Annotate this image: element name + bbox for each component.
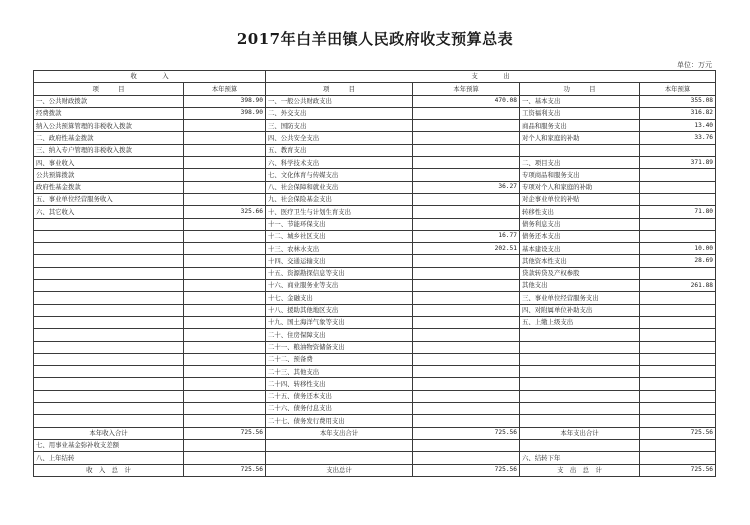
income-budget-cell: 398.90 — [184, 107, 266, 119]
income-budget-cell — [184, 243, 266, 255]
expense-func-item-cell: 三、国防支出 — [266, 120, 413, 132]
page-title: 2017年白羊田镇人民政府收支预算总表 — [236, 30, 514, 48]
expense-econ-item-cell — [520, 144, 640, 156]
expense-func-item-cell: 十五、资源勘探信息等支出 — [266, 267, 413, 279]
income-budget-cell: 398.90 — [184, 95, 266, 107]
expense-func-item-cell — [266, 439, 413, 451]
expense-func-budget-cell: 36.27 — [413, 181, 520, 193]
income-budget-cell — [184, 304, 266, 316]
expense-econ-item-cell — [520, 341, 640, 353]
expense-econ-budget-cell — [640, 316, 716, 328]
table-row — [34, 218, 716, 230]
income-item-cell — [34, 403, 184, 415]
expense-econ-budget-cell: 355.08 — [640, 95, 716, 107]
income-budget-cell — [184, 341, 266, 353]
income-budget-cell — [184, 230, 266, 242]
table-row — [34, 452, 716, 464]
expense-func-item-cell: 二十四、转移性支出 — [266, 378, 413, 390]
expense-func-item-cell — [266, 452, 413, 464]
expense-func-item-header: 项 目 — [266, 83, 413, 95]
expense-func-budget-cell — [413, 415, 520, 427]
expense-func-item-cell: 二十一、粮油物资储备支出 — [266, 341, 413, 353]
expense-func-item-cell: 二、外交支出 — [266, 107, 413, 119]
table-row — [34, 353, 716, 365]
expense-func-budget-cell — [413, 255, 520, 267]
income-item-cell — [34, 329, 184, 341]
header-row-columns — [34, 83, 716, 95]
expense-econ-item-cell: 工资福利支出 — [520, 107, 640, 119]
income-item-cell — [34, 353, 184, 365]
expense-econ-budget-cell — [640, 353, 716, 365]
budget-table — [33, 70, 716, 477]
expense-func-budget-cell: 202.51 — [413, 243, 520, 255]
expense-func-item-cell: 二十、住房保障支出 — [266, 329, 413, 341]
expense-func-item-cell: 九、社会保险基金支出 — [266, 193, 413, 205]
table-row — [34, 206, 716, 218]
expense-func-budget-cell — [413, 329, 520, 341]
income-budget-cell — [184, 267, 266, 279]
unit-label: 单位：万元 — [677, 61, 712, 69]
table-row — [34, 181, 716, 193]
expense-func-budget-cell — [413, 439, 520, 451]
income-budget-cell — [184, 255, 266, 267]
income-item-cell: 政府性基金拨款 — [34, 181, 184, 193]
expense-econ-budget-cell: 10.00 — [640, 243, 716, 255]
income-item-cell — [34, 390, 184, 402]
expense-econ-budget-cell: 28.69 — [640, 255, 716, 267]
expense-econ-item-cell — [520, 439, 640, 451]
income-item-cell — [34, 230, 184, 242]
expense-econ-budget-cell — [640, 218, 716, 230]
income-budget-cell — [184, 316, 266, 328]
income-item-cell: 六、其它收入 — [34, 206, 184, 218]
expense-econ-item-cell: 二、项目支出 — [520, 157, 640, 169]
table-row — [34, 366, 716, 378]
expense-econ-item-cell: 对企事业单位的补贴 — [520, 193, 640, 205]
table-row — [34, 464, 716, 476]
income-item-cell — [34, 316, 184, 328]
expense-econ-budget-cell — [640, 292, 716, 304]
expense-func-budget-cell — [413, 341, 520, 353]
expense-func-item-cell: 七、文化体育与传媒支出 — [266, 169, 413, 181]
expense-econ-item-cell — [520, 390, 640, 402]
table-row — [34, 193, 716, 205]
income-budget-cell: 325.66 — [184, 206, 266, 218]
income-budget-cell — [184, 132, 266, 144]
income-item-cell: 四、事业收入 — [34, 157, 184, 169]
expense-econ-item-cell: 三、事业单位经营服务支出 — [520, 292, 640, 304]
income-budget-cell — [184, 353, 266, 365]
expense-func-budget-header: 本年预算 — [413, 83, 520, 95]
expense-econ-budget-cell — [640, 169, 716, 181]
income-item-cell — [34, 292, 184, 304]
expense-econ-item-cell: 六、结转下年 — [520, 452, 640, 464]
expense-func-budget-cell — [413, 169, 520, 181]
expense-func-budget-cell — [413, 132, 520, 144]
expense-func-item-cell: 十九、国土海洋气象等支出 — [266, 316, 413, 328]
expense-func-item-cell: 十七、金融支出 — [266, 292, 413, 304]
table-row — [34, 390, 716, 402]
expense-econ-budget-cell: 725.56 — [640, 427, 716, 439]
expense-econ-item-cell: 转移性支出 — [520, 206, 640, 218]
expense-func-item-cell: 二十二、预备费 — [266, 353, 413, 365]
expense-econ-item-cell: 其他支出 — [520, 280, 640, 292]
expense-func-budget-cell — [413, 353, 520, 365]
expense-func-budget-cell: 470.08 — [413, 95, 520, 107]
expense-econ-budget-cell: 371.89 — [640, 157, 716, 169]
expense-func-item-cell: 八、社会保障和就业支出 — [266, 181, 413, 193]
expense-econ-budget-cell: 33.76 — [640, 132, 716, 144]
expense-econ-item-header: 功 目 — [520, 83, 640, 95]
income-item-cell: 二、政府性基金拨款 — [34, 132, 184, 144]
income-item-cell — [34, 304, 184, 316]
table-row — [34, 292, 716, 304]
expense-econ-budget-cell — [640, 193, 716, 205]
table-row — [34, 169, 716, 181]
table-row — [34, 157, 716, 169]
income-item-cell: 收 入 总 计 — [34, 464, 184, 476]
expense-func-item-cell: 十四、交通运输支出 — [266, 255, 413, 267]
income-item-cell: 三、纳入专户管理的非税收入拨款 — [34, 144, 184, 156]
expense-econ-item-cell: 支 出 总 计 — [520, 464, 640, 476]
expense-econ-item-cell: 基本建设支出 — [520, 243, 640, 255]
income-item-cell — [34, 280, 184, 292]
table-row — [34, 132, 716, 144]
expense-econ-budget-cell: 316.82 — [640, 107, 716, 119]
expense-econ-budget-cell — [640, 403, 716, 415]
expense-econ-budget-cell: 725.56 — [640, 464, 716, 476]
expense-func-item-cell: 五、教育支出 — [266, 144, 413, 156]
expense-func-item-cell: 十八、援助其他地区支出 — [266, 304, 413, 316]
income-item-cell: 公共预算拨款 — [34, 169, 184, 181]
income-header: 收 入 — [34, 71, 266, 83]
expense-func-item-cell: 二十三、其他支出 — [266, 366, 413, 378]
table-row — [34, 267, 716, 279]
table-row — [34, 341, 716, 353]
expense-func-budget-cell: 16.77 — [413, 230, 520, 242]
expense-func-budget-cell — [413, 280, 520, 292]
income-item-cell: 纳入公共预算管理的非税收入拨款 — [34, 120, 184, 132]
income-budget-cell — [184, 144, 266, 156]
table-row — [34, 107, 716, 119]
expense-econ-item-cell — [520, 366, 640, 378]
table-row — [34, 415, 716, 427]
expense-econ-item-cell: 债务利息支出 — [520, 218, 640, 230]
expense-func-budget-cell — [413, 403, 520, 415]
expense-func-budget-cell — [413, 120, 520, 132]
expense-econ-budget-cell: 13.40 — [640, 120, 716, 132]
income-budget-cell — [184, 390, 266, 402]
expense-func-budget-cell — [413, 304, 520, 316]
income-budget-header: 本年预算 — [184, 83, 266, 95]
expense-func-budget-cell — [413, 206, 520, 218]
income-budget-cell — [184, 120, 266, 132]
table-row — [34, 95, 716, 107]
income-item-header: 项 目 — [34, 83, 184, 95]
expense-func-item-cell: 二十五、债务还本支出 — [266, 390, 413, 402]
expense-econ-budget-cell — [640, 439, 716, 451]
income-budget-cell — [184, 157, 266, 169]
expense-econ-item-cell — [520, 403, 640, 415]
expense-econ-item-cell: 专项对个人和家庭的补助 — [520, 181, 640, 193]
income-budget-cell — [184, 292, 266, 304]
expense-econ-item-cell: 贷款转贷及产权参股 — [520, 267, 640, 279]
expense-econ-budget-cell — [640, 181, 716, 193]
income-budget-cell — [184, 329, 266, 341]
expense-func-item-cell: 十二、城乡社区支出 — [266, 230, 413, 242]
expense-func-budget-cell — [413, 157, 520, 169]
expense-econ-budget-cell — [640, 341, 716, 353]
income-budget-cell — [184, 378, 266, 390]
expense-econ-budget-cell — [640, 378, 716, 390]
expense-econ-budget-cell: 261.88 — [640, 280, 716, 292]
expense-header: 支 出 — [266, 71, 716, 83]
table-row — [34, 378, 716, 390]
expense-func-item-cell: 本年支出合计 — [266, 427, 413, 439]
expense-econ-budget-cell — [640, 415, 716, 427]
income-item-cell — [34, 378, 184, 390]
income-budget-cell — [184, 181, 266, 193]
expense-func-item-cell: 二十七、债务发行费用支出 — [266, 415, 413, 427]
expense-econ-item-cell: 对个人和家庭的补助 — [520, 132, 640, 144]
income-item-cell: 经费拨款 — [34, 107, 184, 119]
expense-econ-budget-cell — [640, 390, 716, 402]
income-budget-cell — [184, 218, 266, 230]
table-row — [34, 427, 716, 439]
income-item-cell: 本年收入合计 — [34, 427, 184, 439]
expense-econ-budget-cell — [640, 144, 716, 156]
expense-econ-item-cell: 其他资本性支出 — [520, 255, 640, 267]
income-budget-cell — [184, 403, 266, 415]
table-row — [34, 329, 716, 341]
expense-econ-budget-cell — [640, 366, 716, 378]
income-budget-cell — [184, 193, 266, 205]
expense-econ-item-cell — [520, 353, 640, 365]
expense-econ-item-cell: 五、上缴上级支出 — [520, 316, 640, 328]
expense-econ-item-cell: 专项商品和服务支出 — [520, 169, 640, 181]
income-item-cell — [34, 267, 184, 279]
expense-func-item-cell: 四、公共安全支出 — [266, 132, 413, 144]
income-budget-cell — [184, 452, 266, 464]
expense-func-item-cell: 二十六、债务付息支出 — [266, 403, 413, 415]
expense-econ-item-cell — [520, 329, 640, 341]
income-item-cell — [34, 255, 184, 267]
table-row — [34, 403, 716, 415]
table-row — [34, 120, 716, 132]
expense-econ-budget-cell — [640, 267, 716, 279]
expense-econ-budget-cell — [640, 329, 716, 341]
expense-econ-budget-cell — [640, 230, 716, 242]
expense-func-item-cell: 一、一般公共财政支出 — [266, 95, 413, 107]
table-row — [34, 316, 716, 328]
expense-func-item-cell: 十、医疗卫生与计划生育支出 — [266, 206, 413, 218]
income-item-cell: 一、公共财政拨款 — [34, 95, 184, 107]
expense-econ-item-cell: 四、对附属单位补助支出 — [520, 304, 640, 316]
table-row — [34, 144, 716, 156]
expense-func-budget-cell: 725.56 — [413, 427, 520, 439]
income-item-cell: 八、上年结转 — [34, 452, 184, 464]
income-item-cell — [34, 366, 184, 378]
income-budget-cell: 725.56 — [184, 427, 266, 439]
table-row — [34, 230, 716, 242]
expense-func-budget-cell — [413, 292, 520, 304]
expense-econ-item-cell: 债务还本支出 — [520, 230, 640, 242]
expense-func-budget-cell — [413, 316, 520, 328]
expense-func-item-cell: 十一、节能环保支出 — [266, 218, 413, 230]
expense-func-budget-cell — [413, 267, 520, 279]
income-item-cell: 五、事业单位经营服务收入 — [34, 193, 184, 205]
expense-econ-item-cell: 本年支出合计 — [520, 427, 640, 439]
expense-func-budget-cell — [413, 144, 520, 156]
expense-econ-item-cell — [520, 378, 640, 390]
income-item-cell: 七、用事业基金弥补收支差额 — [34, 439, 184, 451]
expense-econ-budget-cell — [640, 304, 716, 316]
expense-func-item-cell: 十三、农林水支出 — [266, 243, 413, 255]
expense-func-budget-cell — [413, 390, 520, 402]
income-item-cell — [34, 243, 184, 255]
expense-econ-budget-cell: 71.80 — [640, 206, 716, 218]
income-budget-cell — [184, 439, 266, 451]
expense-func-budget-cell — [413, 107, 520, 119]
expense-econ-item-cell — [520, 415, 640, 427]
expense-func-budget-cell — [413, 218, 520, 230]
income-item-cell — [34, 218, 184, 230]
header-row-groups — [34, 71, 716, 83]
income-budget-cell: 725.56 — [184, 464, 266, 476]
expense-func-budget-cell — [413, 366, 520, 378]
table-row — [34, 243, 716, 255]
income-budget-cell — [184, 415, 266, 427]
income-item-cell — [34, 341, 184, 353]
expense-func-budget-cell — [413, 378, 520, 390]
expense-econ-budget-header: 本年预算 — [640, 83, 716, 95]
table-row — [34, 255, 716, 267]
expense-econ-item-cell: 商品和服务支出 — [520, 120, 640, 132]
income-budget-cell — [184, 366, 266, 378]
income-item-cell — [34, 415, 184, 427]
table-row — [34, 280, 716, 292]
table-row — [34, 304, 716, 316]
income-budget-cell — [184, 169, 266, 181]
expense-econ-budget-cell — [640, 452, 716, 464]
expense-func-item-cell: 十六、商业服务业等支出 — [266, 280, 413, 292]
expense-func-budget-cell — [413, 452, 520, 464]
expense-econ-item-cell: 一、基本支出 — [520, 95, 640, 107]
expense-func-budget-cell — [413, 193, 520, 205]
table-row — [34, 439, 716, 451]
income-budget-cell — [184, 280, 266, 292]
expense-func-item-cell: 支出总计 — [266, 464, 413, 476]
expense-func-item-cell: 六、科学技术支出 — [266, 157, 413, 169]
expense-func-budget-cell: 725.56 — [413, 464, 520, 476]
